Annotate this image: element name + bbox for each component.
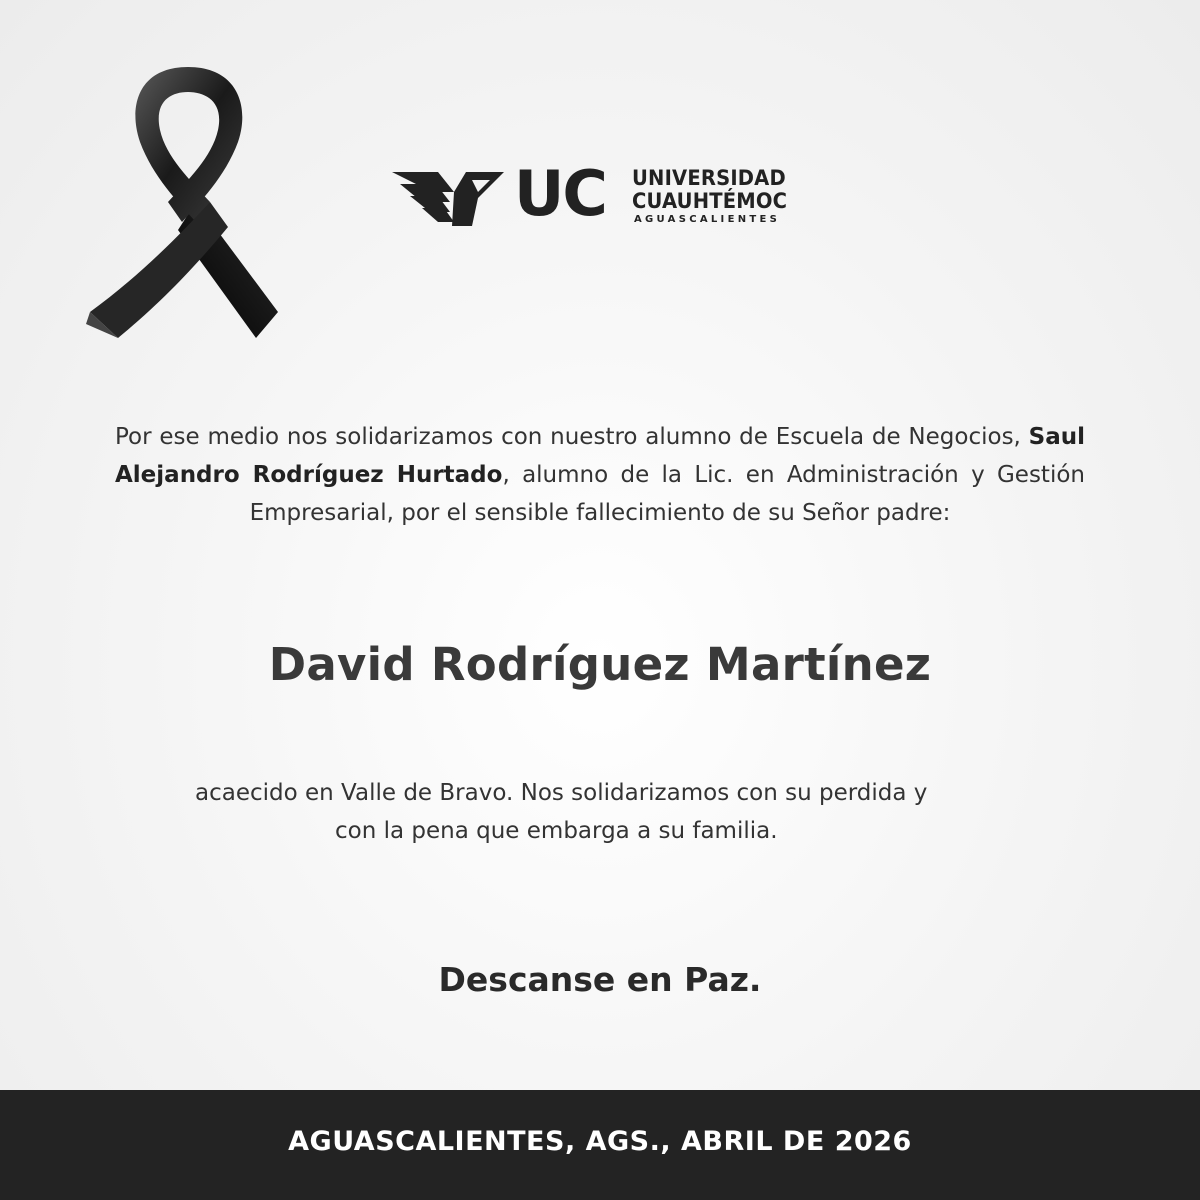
deceased-name: David Rodríguez Martínez	[268, 638, 932, 691]
condolence-paragraph	[115, 418, 1085, 532]
university-logo	[392, 158, 812, 238]
eagle-wings-logo-icon	[392, 164, 504, 234]
logo-initials: UC	[514, 157, 606, 230]
logo-name-line1: UNIVERSIDAD	[632, 166, 786, 190]
intro-text: Por ese medio nos solidarizamos con nuestro alumno de Escuela de Negocios,	[115, 424, 1029, 450]
student-name: Saul Alejandro Rodríguez Hurtado	[115, 424, 1085, 488]
logo-name-line2: CUAUHTÉMOC	[632, 189, 788, 213]
mourning-ribbon-icon	[78, 62, 298, 342]
closing-line-2: con la pena que embarga a su familia.	[335, 818, 778, 844]
closing-line-1: acaecido en Valle de Bravo. Nos solidarizamos con su perdida y	[195, 780, 928, 806]
logo-name-line3: AGUASCALIENTES	[634, 214, 781, 225]
footer-bar	[0, 1090, 1200, 1200]
footer-text: AGUASCALIENTES, AGS., ABRIL DE 2026	[288, 1126, 912, 1157]
farewell-text: Descanse en Paz.	[438, 960, 762, 999]
intro-rest-text: , alumno de la Lic. en Administración y Gestión Empresarial, por el sensible fallecimiento de su Señor padre:	[249, 462, 1085, 526]
